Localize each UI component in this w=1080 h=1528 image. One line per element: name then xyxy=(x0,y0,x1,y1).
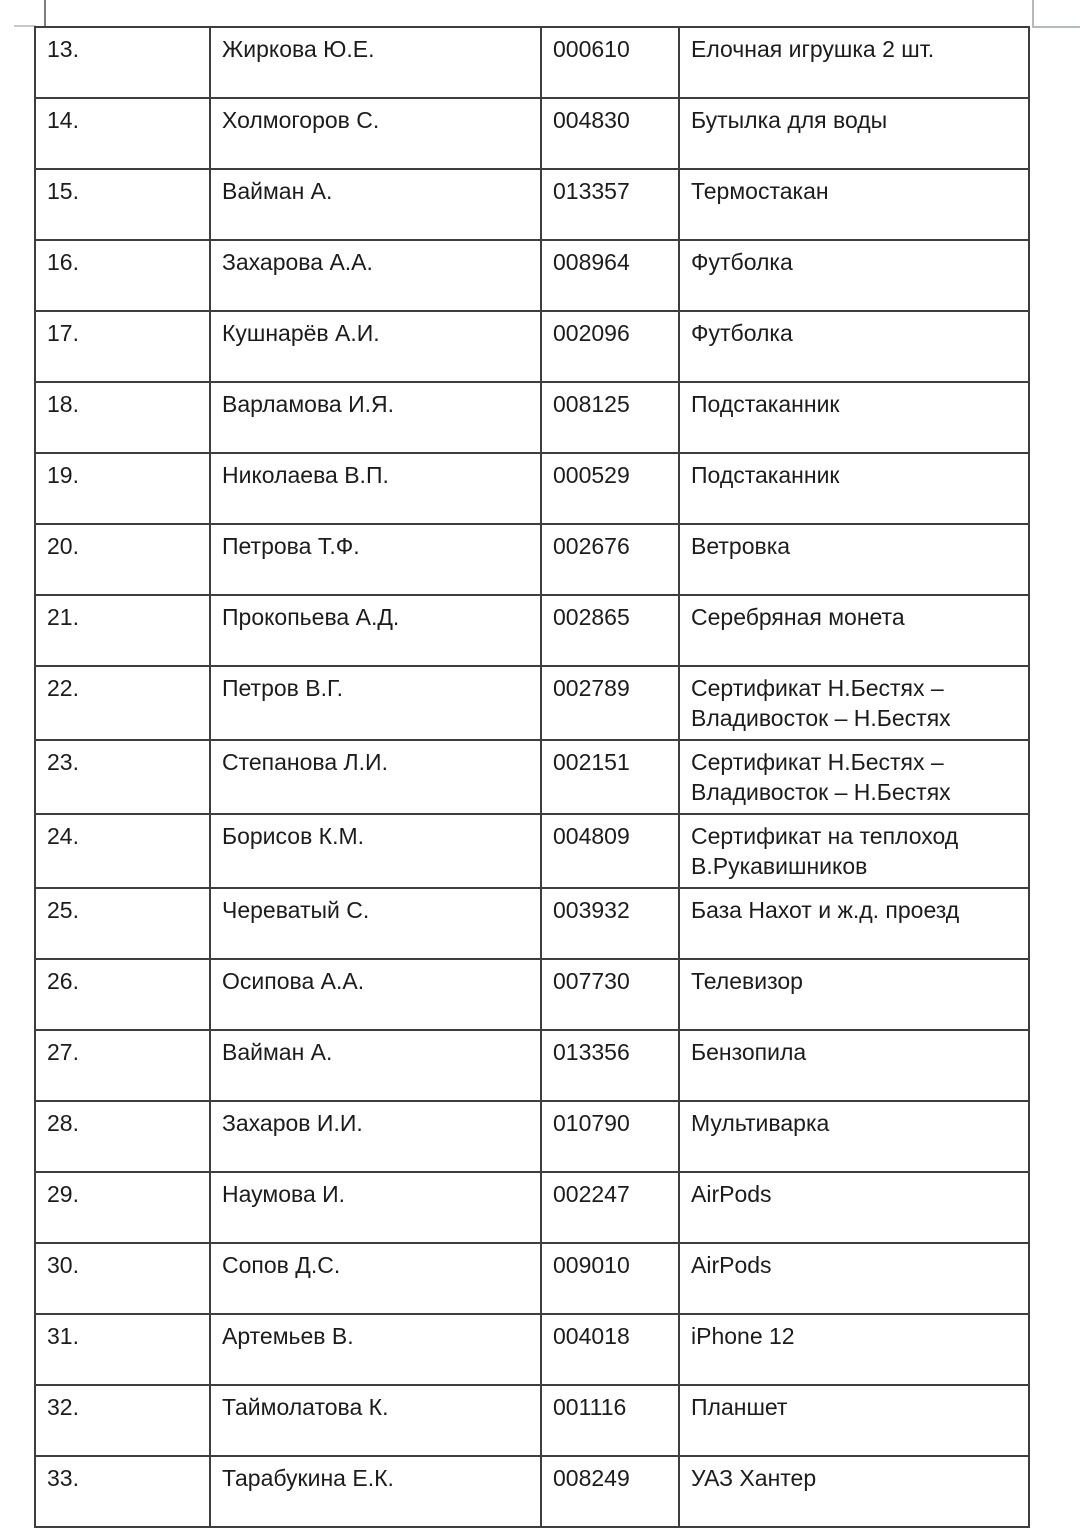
code-cell: 007730 xyxy=(541,959,679,1030)
table-row xyxy=(35,524,1029,595)
winner-name-cell: Тарабукина Е.К. xyxy=(210,1456,541,1527)
row-number-cell: 32. xyxy=(35,1385,210,1456)
code-cell: 004830 xyxy=(541,98,679,169)
code-cell: 008249 xyxy=(541,1456,679,1527)
prize-cell: Футболка xyxy=(679,240,1029,311)
table-row xyxy=(35,1101,1029,1172)
page-margin-tick-right xyxy=(1032,0,1034,28)
winner-name-cell: Череватый С. xyxy=(210,888,541,959)
code-cell: 003932 xyxy=(541,888,679,959)
prize-cell: Мультиварка xyxy=(679,1101,1029,1172)
code-cell: 013357 xyxy=(541,169,679,240)
prize-cell: Елочная игрушка 2 шт. xyxy=(679,27,1029,98)
table-row xyxy=(35,1243,1029,1314)
winner-name-cell: Артемьев В. xyxy=(210,1314,541,1385)
winner-name-cell: Сопов Д.С. xyxy=(210,1243,541,1314)
code-cell: 004018 xyxy=(541,1314,679,1385)
prize-cell: AirPods xyxy=(679,1243,1029,1314)
row-number-cell: 29. xyxy=(35,1172,210,1243)
prize-cell: Телевизор xyxy=(679,959,1029,1030)
winner-name-cell: Вайман А. xyxy=(210,1030,541,1101)
prize-cell: Бутылка для воды xyxy=(679,98,1029,169)
winner-name-cell: Петрова Т.Ф. xyxy=(210,524,541,595)
winner-name-cell: Таймолатова К. xyxy=(210,1385,541,1456)
row-number-cell: 23. xyxy=(35,740,210,814)
code-cell: 004809 xyxy=(541,814,679,888)
prize-cell: Планшет xyxy=(679,1385,1029,1456)
table-row xyxy=(35,959,1029,1030)
prize-cell: Серебряная монета xyxy=(679,595,1029,666)
code-cell: 002096 xyxy=(541,311,679,382)
prize-cell: Ветровка xyxy=(679,524,1029,595)
table-row xyxy=(35,382,1029,453)
winner-name-cell: Петров В.Г. xyxy=(210,666,541,740)
winner-name-cell: Жиркова Ю.Е. xyxy=(210,27,541,98)
prize-cell: Сертификат Н.Бестях – Владивосток – Н.Бестях xyxy=(679,666,1029,740)
page-corner-mark-left xyxy=(14,25,36,27)
code-cell: 010790 xyxy=(541,1101,679,1172)
table-row xyxy=(35,1385,1029,1456)
table-row xyxy=(35,595,1029,666)
code-cell: 002789 xyxy=(541,666,679,740)
winner-name-cell: Вайман А. xyxy=(210,169,541,240)
table-row xyxy=(35,1456,1029,1527)
prize-cell: УАЗ Хантер xyxy=(679,1456,1029,1527)
table-row xyxy=(35,27,1029,98)
prize-cell: Термостакан xyxy=(679,169,1029,240)
winner-name-cell: Холмогоров С. xyxy=(210,98,541,169)
code-cell: 013356 xyxy=(541,1030,679,1101)
table-row xyxy=(35,740,1029,814)
table-row xyxy=(35,1172,1029,1243)
table-row xyxy=(35,1314,1029,1385)
row-number-cell: 28. xyxy=(35,1101,210,1172)
code-cell: 002151 xyxy=(541,740,679,814)
table-row xyxy=(35,169,1029,240)
table-row xyxy=(35,1030,1029,1101)
winner-name-cell: Варламова И.Я. xyxy=(210,382,541,453)
code-cell: 008125 xyxy=(541,382,679,453)
prize-cell: Сертификат на теплоход В.Рукавишников xyxy=(679,814,1029,888)
winner-name-cell: Кушнарёв А.И. xyxy=(210,311,541,382)
row-number-cell: 16. xyxy=(35,240,210,311)
prize-cell: Бензопила xyxy=(679,1030,1029,1101)
table-row xyxy=(35,311,1029,382)
table-row xyxy=(35,98,1029,169)
prize-cell: Футболка xyxy=(679,311,1029,382)
prize-cell: Сертификат Н.Бестях – Владивосток – Н.Бестях xyxy=(679,740,1029,814)
row-number-cell: 17. xyxy=(35,311,210,382)
winner-name-cell: Осипова А.А. xyxy=(210,959,541,1030)
table-row xyxy=(35,666,1029,740)
row-number-cell: 15. xyxy=(35,169,210,240)
code-cell: 009010 xyxy=(541,1243,679,1314)
prize-cell: iPhone 12 xyxy=(679,1314,1029,1385)
prize-cell: База Нахот и ж.д. проезд xyxy=(679,888,1029,959)
table-row xyxy=(35,814,1029,888)
table-row xyxy=(35,240,1029,311)
prize-cell: AirPods xyxy=(679,1172,1029,1243)
row-number-cell: 31. xyxy=(35,1314,210,1385)
row-number-cell: 20. xyxy=(35,524,210,595)
code-cell: 002676 xyxy=(541,524,679,595)
row-number-cell: 30. xyxy=(35,1243,210,1314)
prize-cell: Подстаканник xyxy=(679,382,1029,453)
prize-winners-table xyxy=(34,26,1030,1528)
row-number-cell: 24. xyxy=(35,814,210,888)
winner-name-cell: Наумова И. xyxy=(210,1172,541,1243)
winner-name-cell: Захаров И.И. xyxy=(210,1101,541,1172)
code-cell: 000610 xyxy=(541,27,679,98)
winner-name-cell: Прокопьева А.Д. xyxy=(210,595,541,666)
page-corner-mark-right xyxy=(1032,26,1080,28)
table-row xyxy=(35,888,1029,959)
row-number-cell: 25. xyxy=(35,888,210,959)
code-cell: 002247 xyxy=(541,1172,679,1243)
row-number-cell: 14. xyxy=(35,98,210,169)
row-number-cell: 33. xyxy=(35,1456,210,1527)
row-number-cell: 22. xyxy=(35,666,210,740)
winner-name-cell: Борисов К.М. xyxy=(210,814,541,888)
page-margin-tick-left xyxy=(44,0,46,27)
row-number-cell: 13. xyxy=(35,27,210,98)
row-number-cell: 18. xyxy=(35,382,210,453)
row-number-cell: 21. xyxy=(35,595,210,666)
winner-name-cell: Степанова Л.И. xyxy=(210,740,541,814)
table-row xyxy=(35,453,1029,524)
prize-table-body xyxy=(35,27,1029,1527)
row-number-cell: 27. xyxy=(35,1030,210,1101)
winner-name-cell: Захарова А.А. xyxy=(210,240,541,311)
code-cell: 001116 xyxy=(541,1385,679,1456)
row-number-cell: 19. xyxy=(35,453,210,524)
row-number-cell: 26. xyxy=(35,959,210,1030)
code-cell: 000529 xyxy=(541,453,679,524)
code-cell: 002865 xyxy=(541,595,679,666)
prize-cell: Подстаканник xyxy=(679,453,1029,524)
winner-name-cell: Николаева В.П. xyxy=(210,453,541,524)
code-cell: 008964 xyxy=(541,240,679,311)
